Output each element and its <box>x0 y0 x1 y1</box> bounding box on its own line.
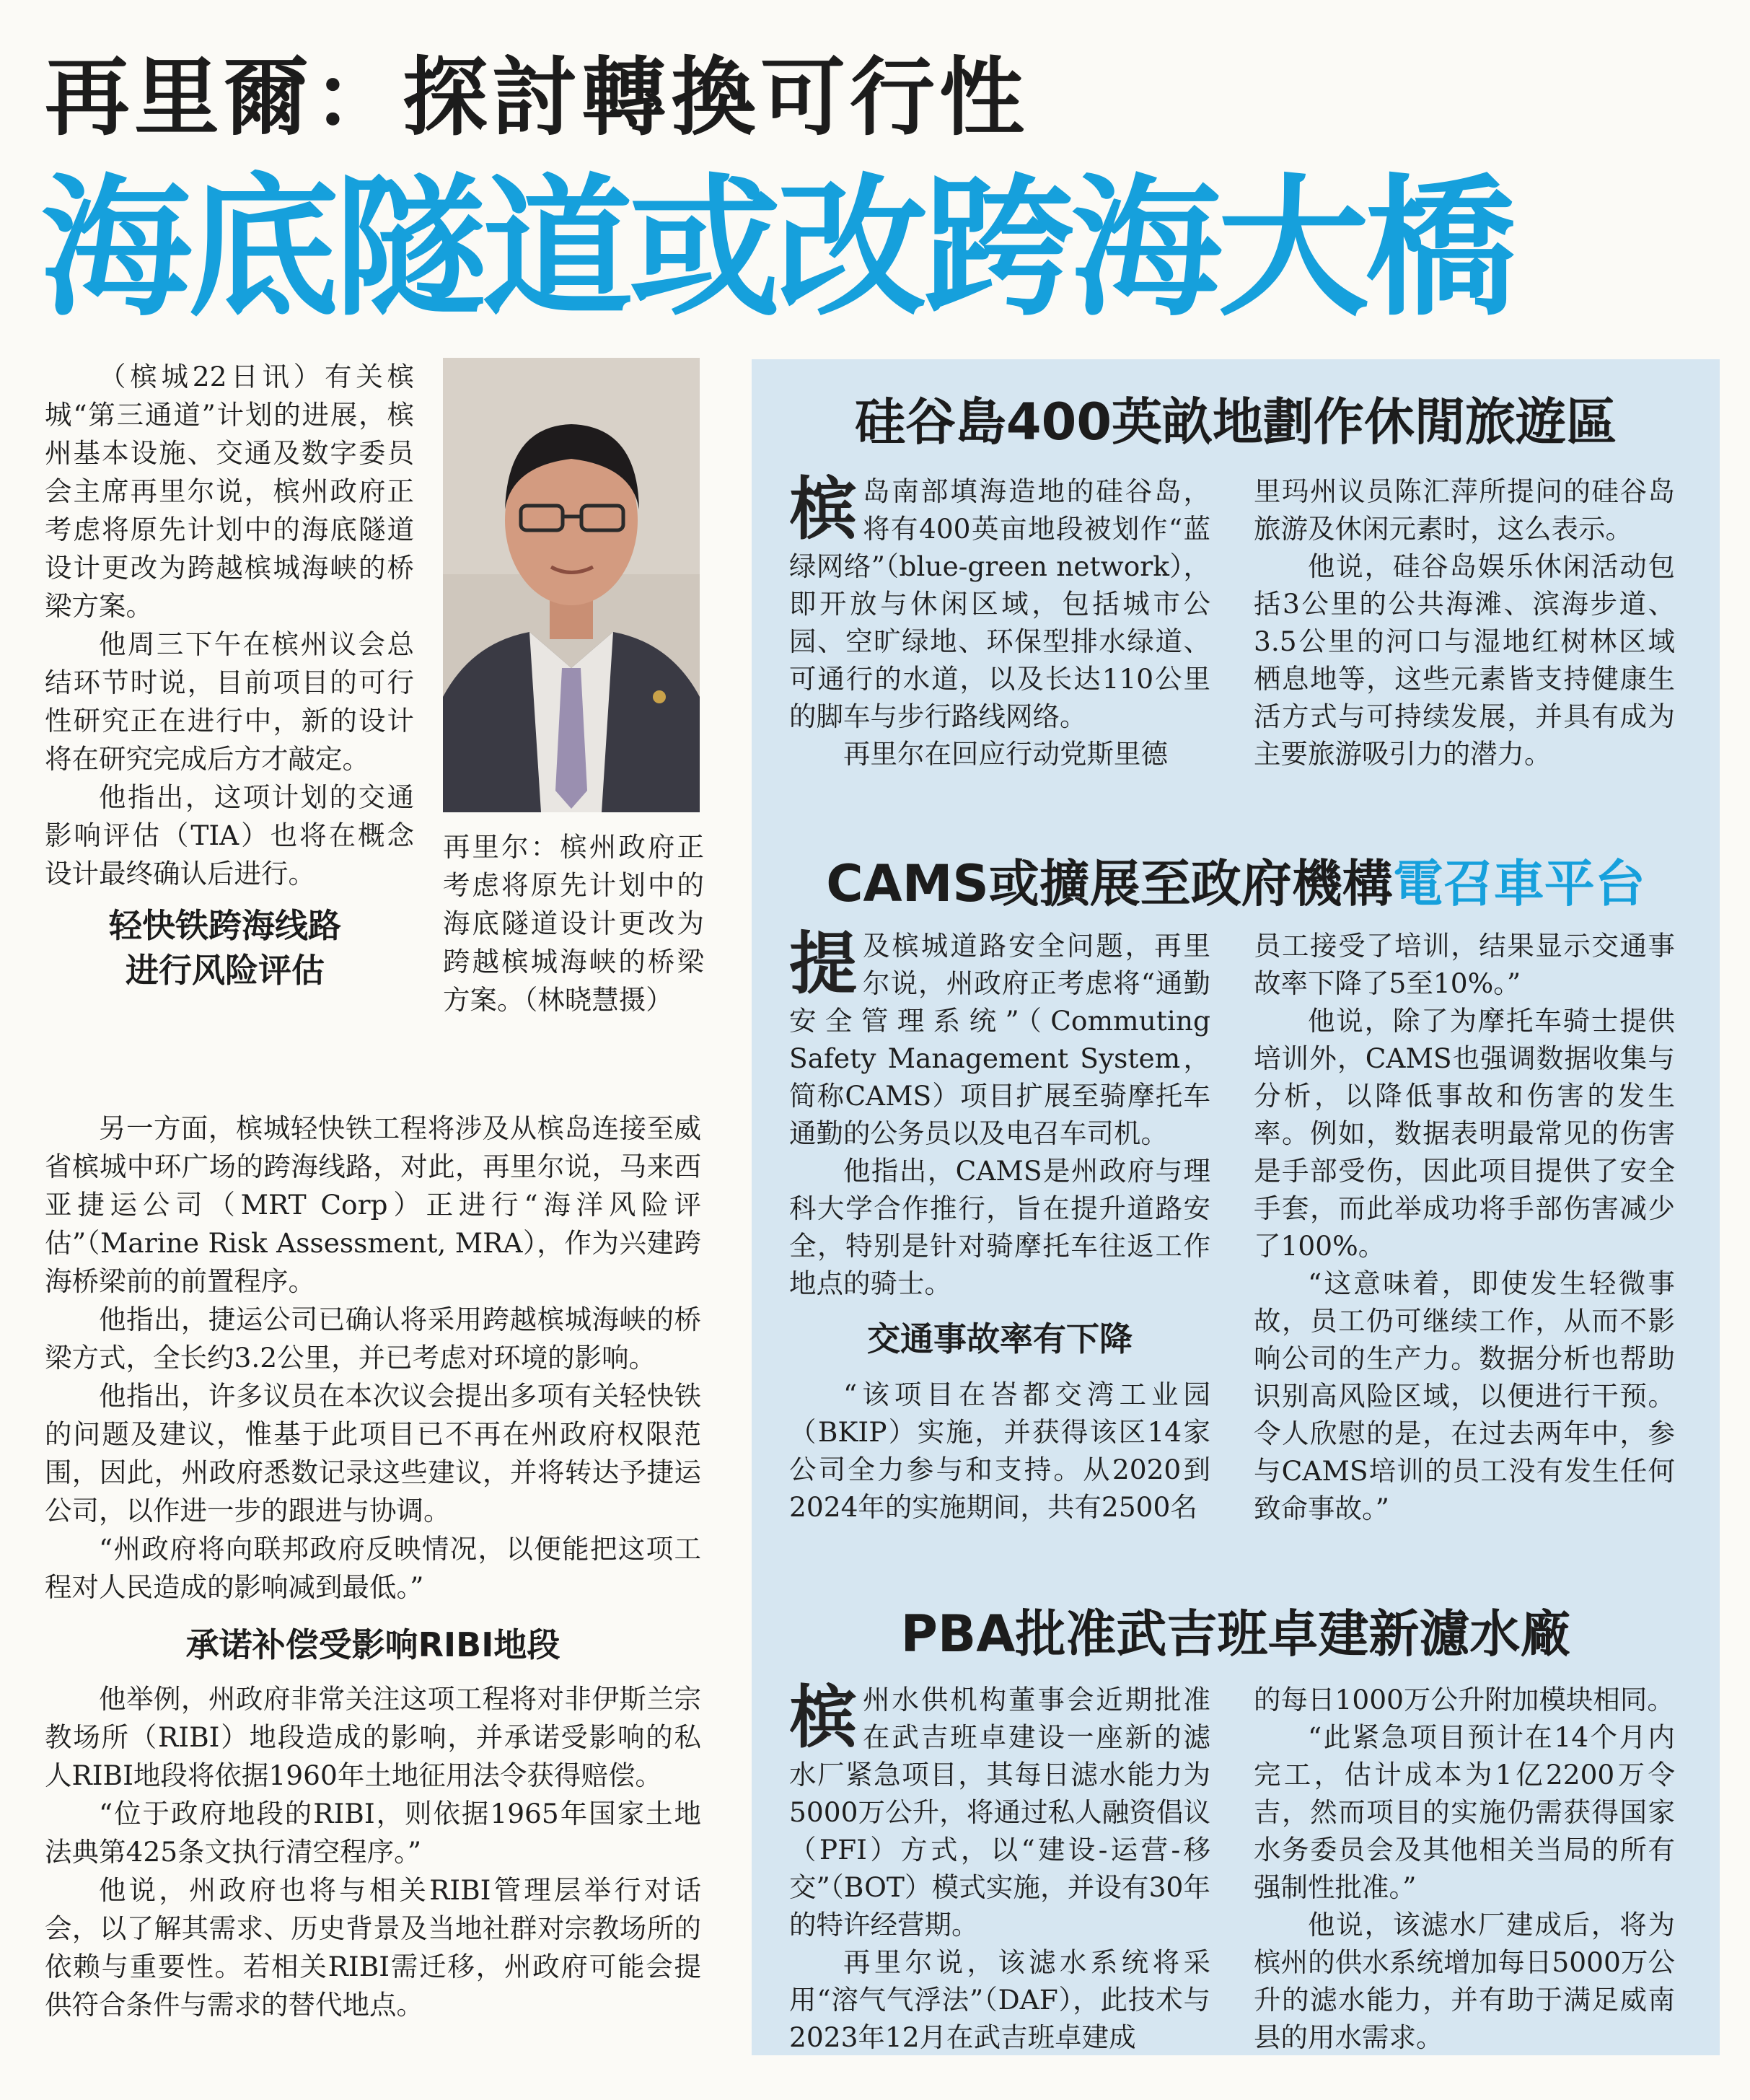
story-title-highlight: 電召車平台 <box>1392 854 1645 913</box>
main-article-body <box>45 1110 701 2024</box>
subheading-rail <box>45 903 405 993</box>
story-column <box>1254 473 1675 773</box>
story-title: PBA批准武吉班卓建新濾水廠 <box>900 1604 1571 1664</box>
subheading-line: 轻快铁跨海线路 <box>109 906 341 945</box>
drop-cap: 槟 <box>789 1678 858 1757</box>
paragraph: 他周三下午在槟州议会总结环节时说，目前项目的可行性研究正在进行中，新的设计将在研究完成后方才敲定。 <box>45 628 414 775</box>
paragraph: （槟城22日讯）有关槟城“第三通道”计划的进展，槟州基本设施、交通及数字委员会主席再里尔说，槟州政府正考虑将原先计划中的海底隧道设计更改为跨越槟城海峡的桥梁方案。 <box>45 361 414 622</box>
story-column <box>789 924 1210 1526</box>
subheading-line: 进行风险评估 <box>126 951 325 990</box>
paragraph: 员工接受了培训，结果显示交通事故率下降了5至10%。” <box>1254 930 1675 999</box>
paragraph: “此紧急项目预计在14个月内完工，估计成本为1亿2200万令吉，然而项目的实施仍需获得国家水务委员会及其他相关当局的所有强制性批准。” <box>1254 1721 1675 1903</box>
paragraph: “位于政府地段的RIBI，则依据1965年国家土地法典第425条文执行清空程序。” <box>45 1798 701 1868</box>
paragraph: 再里尔说，该滤水系统将采用“溶气气浮法”（DAF），此技术与2023年12月在武吉班卓建成 <box>789 1946 1210 2053</box>
paragraph: 及槟城道路安全问题，再里尔说，州政府正考虑将“通勤安全管理系统”（Commuting Safety Management System，简称CAMS）项目扩展至骑摩托车通勤的公务员以及电召车司机。 <box>789 930 1210 1149</box>
paragraph: 他说，州政府也将与相关RIBI管理层举行对话会，以了解其需求、历史背景及当地社群对宗教场所的依赖与重要性。若相关RIBI需迁移，州政府可能会提供符合条件与需求的替代地点。 <box>45 1874 701 2021</box>
paragraph: “这意味着，即使发生轻微事故，员工仍可继续工作，从而不影响公司的生产力。数据分析也帮助识别高风险区域，以便进行干预。令人欣慰的是，在过去两年中，参与CAMS培训的员工没有发生任何致命事故。” <box>1254 1268 1675 1524</box>
paragraph: 他指出，CAMS是州政府与理科大学合作推行，旨在提升道路安全，特别是针对骑摩托车往返工作地点的骑士。 <box>789 1155 1210 1299</box>
paragraph: 他指出，许多议员在本次议会提出多项有关轻快铁的问题及建议，惟基于此项目已不再在州政府权限范围，因此，州政府悉数记录这些建议，并将转达予捷运公司，以作进一步的跟进与协调。 <box>45 1380 701 1526</box>
photo-caption: 再里尔：槟州政府正考虑将原先计划中的海底隧道设计更改为跨越槟城海峡的桥梁方案。（林晓慧摄） <box>443 831 704 1016</box>
portrait-photo <box>443 358 700 812</box>
story-title: 硅谷島400英畝地劃作休閒旅遊區 <box>854 392 1617 452</box>
main-article-intro <box>45 358 414 993</box>
story-title-part: CAMS或擴展至政府機構 <box>826 854 1393 913</box>
story-title <box>752 851 1720 916</box>
paragraph: 岛南部填海造地的硅谷岛，将有400英亩地段被划作“蓝绿网络”（blue-green network），即开放与休闲区域，包括城市公园、空旷绿地、环保型排水绿道、可通行的水道，以及长达110公里的脚车与步行路线网络。 <box>789 475 1210 732</box>
paragraph: 他指出，这项计划的交通影响评估（TIA）也将在概念设计最终确认后进行。 <box>45 781 414 889</box>
paragraph: 他指出，捷运公司已确认将采用跨越槟城海峡的桥梁方式，全长约3.2公里，并已考虑对环境的影响。 <box>45 1304 701 1374</box>
subheading-ribi: 承诺补偿受影响RIBI地段 <box>185 1625 560 1664</box>
paragraph: “该项目在峇都交湾工业园（BKIP）实施，并获得该区14家公司全力参与和支持。从2020到2024年的实施期间，共有2500名 <box>789 1379 1210 1523</box>
story-column <box>789 1678 1210 2056</box>
kicker-headline: 再里爾：探討轉換可行性 <box>45 48 1029 147</box>
paragraph: 的每日1000万公升附加模块相同。 <box>1254 1684 1674 1715</box>
paragraph: 再里尔在回应行动党斯里德 <box>843 738 1168 770</box>
portrait-illustration <box>443 358 700 812</box>
paragraph: 他说，该滤水厂建成后，将为槟州的供水系统增加每日5000万公升的滤水能力，并有助于满足威南县的用水需求。 <box>1254 1909 1675 2053</box>
paragraph: 他说，硅谷岛娱乐休闲活动包括3公里的公共海滩、滨海步道、3.5公里的河口与湿地红树林区域栖息地等，这些元素皆支持健康生活方式与可持续发展，并具有成为主要旅游吸引力的潜力。 <box>1254 550 1675 770</box>
paragraph: 另一方面，槟城轻快铁工程将涉及从槟岛连接至威省槟城中环广场的跨海线路，对此，再里尔说，马来西亚捷运公司（MRT Corp）正进行“海洋风险评估”（Marine Risk Assessment, MRA），作为兴建跨海桥梁前的前置程序。 <box>45 1112 701 1297</box>
drop-cap: 槟 <box>789 470 858 549</box>
story-column <box>1254 1681 1675 2056</box>
drop-cap: 提 <box>789 924 858 1003</box>
story-column <box>789 470 1210 773</box>
paragraph: 州水供机构董事会近期批准在武吉班卓建设一座新的滤水厂紧急项目，其每日滤水能力为5000万公升，将通过私人融资倡议（PFI）方式，以“建设-运营-移交”（BOT）模式实施，并设有30年的特许经营期。 <box>789 1684 1210 1941</box>
main-headline: 海底隧道或改跨海大橋 <box>40 160 1513 337</box>
paragraph: “州政府将向联邦政府反映情况，以便能把这项工程对人民造成的影响减到最低。” <box>45 1533 701 1603</box>
paragraph: 他说，除了为摩托车骑士提供培训外，CAMS也强调数据收集与分析，以降低事故和伤害的发生率。例如，数据表明最常见的伤害是手部受伤，因此项目提供了安全手套，而此举成功将手部伤害减少了100%。 <box>1254 1005 1675 1262</box>
story-column <box>1254 927 1675 1527</box>
paragraph: 里玛州议员陈汇萍所提问的硅谷岛旅游及休闲元素时，这么表示。 <box>1254 475 1675 545</box>
subheading-accident: 交通事故率有下降 <box>867 1319 1133 1358</box>
paragraph: 他举例，州政府非常关注这项工程将对非伊斯兰宗教场所（RIBI）地段造成的影响，并承诺受影响的私人RIBI地段将依据1960年土地征用法令获得赔偿。 <box>45 1683 701 1791</box>
